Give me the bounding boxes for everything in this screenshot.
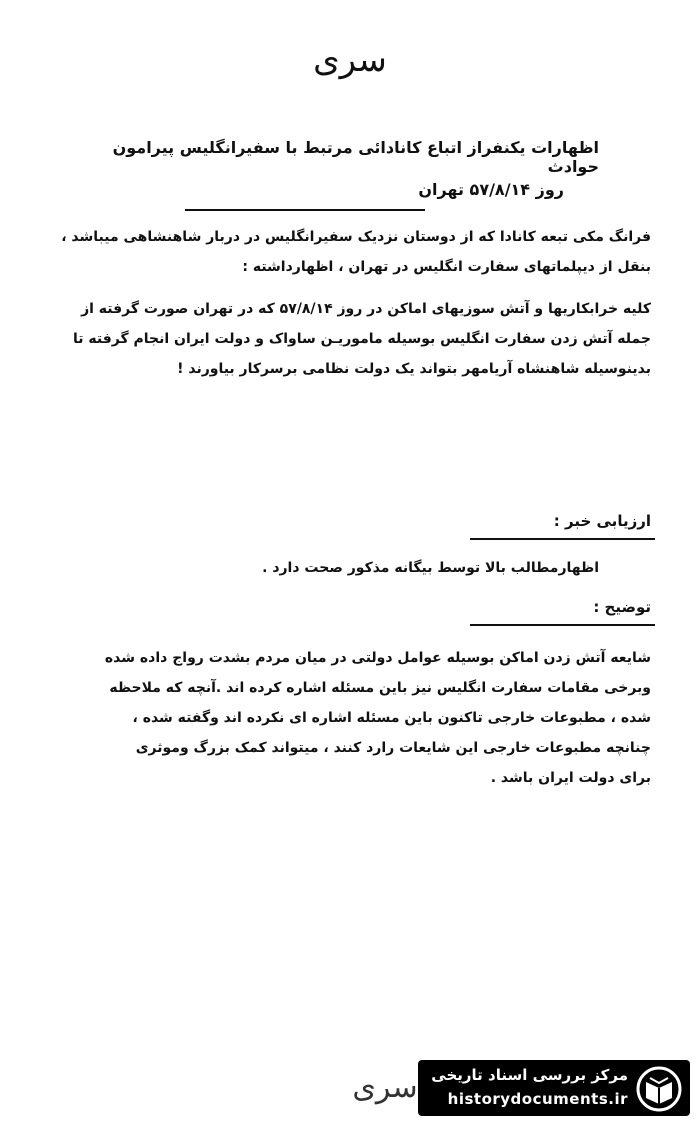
classification-header: سری — [313, 40, 387, 80]
title-underline — [185, 209, 425, 211]
watermark-persian: مرکز بررسی اسناد تاریخی — [431, 1066, 628, 1084]
paragraph-line: چنانچه مطبوعات خارجی این شایعات رارد کنند ، میتواند کمک بزرگ وموثری — [135, 740, 651, 756]
paragraph-report — [41, 294, 651, 384]
document-date: روز ۵۷/۸/۱۴ تهران — [418, 180, 564, 199]
paragraph-line: جمله آتش زدن سفارت انگلیس بوسیله ماموریـن ساواک و دولت ایران انجام گرفته تا — [73, 331, 651, 347]
paragraph-line: بدینوسیله شاهنشاه آریامهر بتواند یک دولت نظامی برسرکار بیاورند ! — [177, 361, 651, 377]
evaluation-text: اظهارمطالب بالا توسط بیگانه مذکور صحت دارد . — [262, 560, 599, 576]
explanation-heading-rule — [470, 624, 655, 626]
book-emblem-icon — [636, 1066, 682, 1112]
classification-footer: سری — [352, 1070, 418, 1105]
document-title: اظهارات یکنفراز اتباع کانادائی مرتبط با سفیرانگلیس پیرامون حوادث — [112, 138, 599, 176]
watermark-english: historydocuments.ir — [447, 1090, 628, 1108]
evaluation-heading: ارزیابی خبر : — [553, 512, 651, 530]
paragraph-line: فرانگ مکی تبعه کانادا که از دوستان نزدیک سفیرانگلیس در دربار شاهنشاهی میباشد ، — [61, 229, 651, 245]
watermark-logo — [418, 1060, 690, 1116]
paragraph-explanation — [41, 643, 651, 793]
evaluation-heading-rule — [470, 538, 655, 540]
paragraph-line: شایعه آتش زدن اماکن بوسیله عوامل دولتی در میان مردم بشدت رواج داده شده — [104, 650, 651, 666]
paragraph-line: شده ، مطبوعات خارجی تاکنون باین مسئله اشاره ای نکرده اند وگفته شده ، — [132, 710, 651, 726]
paragraph-line: بنقل از دیپلماتهای سفارت انگلیس در تهران ، اظهارداشته : — [242, 259, 651, 275]
paragraph-line: کلیه خرابکاریها و آتش سوزیهای اماکن در روز ۵۷/۸/۱۴ که در تهران صورت گرفته از — [81, 301, 651, 317]
paragraph-intro — [41, 222, 651, 282]
paragraph-line: برای دولت ایران باشد . — [490, 770, 651, 786]
explanation-heading: توضیح : — [593, 598, 651, 616]
paragraph-line: وبرخی مقامات سفارت انگلیس نیز باین مسئله اشاره کرده اند .آنچه که ملاحظه — [109, 680, 651, 696]
